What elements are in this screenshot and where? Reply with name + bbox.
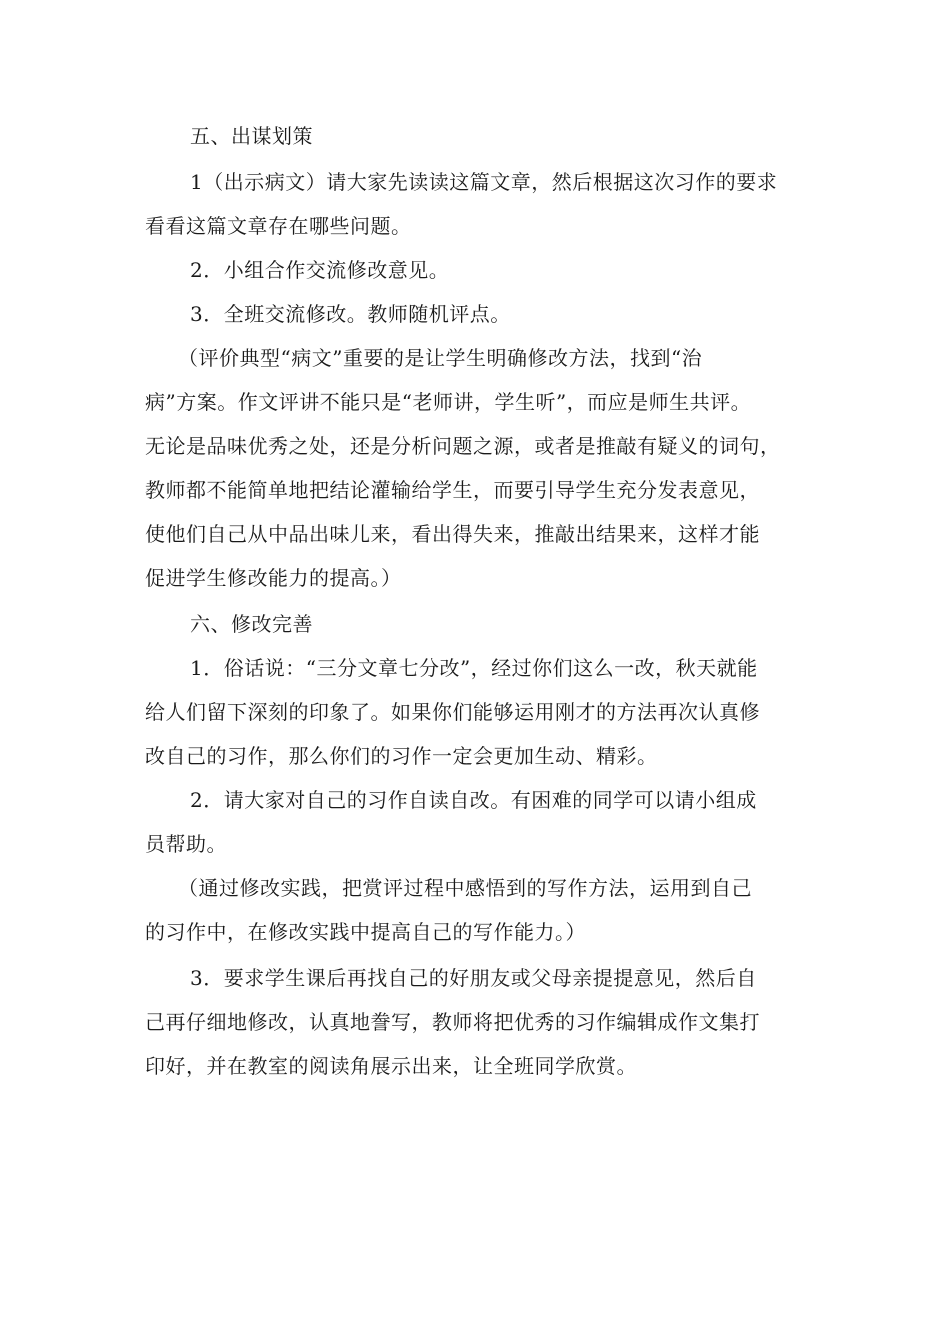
comment-line: 病”方案。作文评讲不能只是“老师讲，学生听”，而应是师生共评。: [145, 390, 752, 414]
section-heading-5: 五、出谋划策: [190, 124, 313, 148]
comment-line: 使他们自己从中品出味儿来，看出得失来，推敲出结果来，这样才能: [145, 522, 760, 546]
section-heading-6: 六、修改完善: [190, 612, 313, 636]
paragraph-line: 1．俗话说：“三分文章七分改”，经过你们这么一改，秋天就能: [190, 656, 758, 680]
paragraph-line: 3．全班交流修改。教师随机评点。: [190, 302, 511, 326]
paragraph-line: 己再仔细地修改，认真地誊写，教师将把优秀的习作编辑成作文集打: [145, 1010, 760, 1034]
paragraph-line: 1（出示病文）请大家先读读这篇文章，然后根据这次习作的要求: [190, 170, 778, 194]
paragraph-line: 给人们留下深刻的印象了。如果你们能够运用刚才的方法再次认真修: [145, 700, 760, 724]
paragraph-line: 印好，并在教室的阅读角展示出来，让全班同学欣赏。: [145, 1054, 637, 1078]
comment-line: 教师都不能简单地把结论灌输给学生，而要引导学生充分发表意见，: [145, 478, 760, 502]
paragraph-line: 改自己的习作，那么你们的习作一定会更加生动、精彩。: [145, 744, 658, 768]
comment-line: （评价典型“病文”重要的是让学生明确修改方法，找到“治: [178, 346, 703, 370]
paragraph-line: 2．请大家对自己的习作自读自改。有困难的同学可以请小组成: [190, 788, 757, 812]
comment-line: 促进学生修改能力的提高。）: [145, 566, 402, 590]
comment-line: 的习作中，在修改实践中提高自己的写作能力。）: [145, 920, 586, 944]
paragraph-line: 3．要求学生课后再找自己的好朋友或父母亲提提意见，然后自: [190, 966, 757, 990]
comment-line: 无论是品味优秀之处，还是分析问题之源，或者是推敲有疑义的词句，: [145, 434, 781, 458]
paragraph-line: 看看这篇文章存在哪些问题。: [145, 214, 412, 238]
paragraph-line: 2．小组合作交流修改意见。: [190, 258, 450, 282]
comment-line: （通过修改实践，把赏评过程中感悟到的写作方法，运用到自己: [178, 876, 752, 900]
paragraph-line: 员帮助。: [145, 832, 227, 856]
